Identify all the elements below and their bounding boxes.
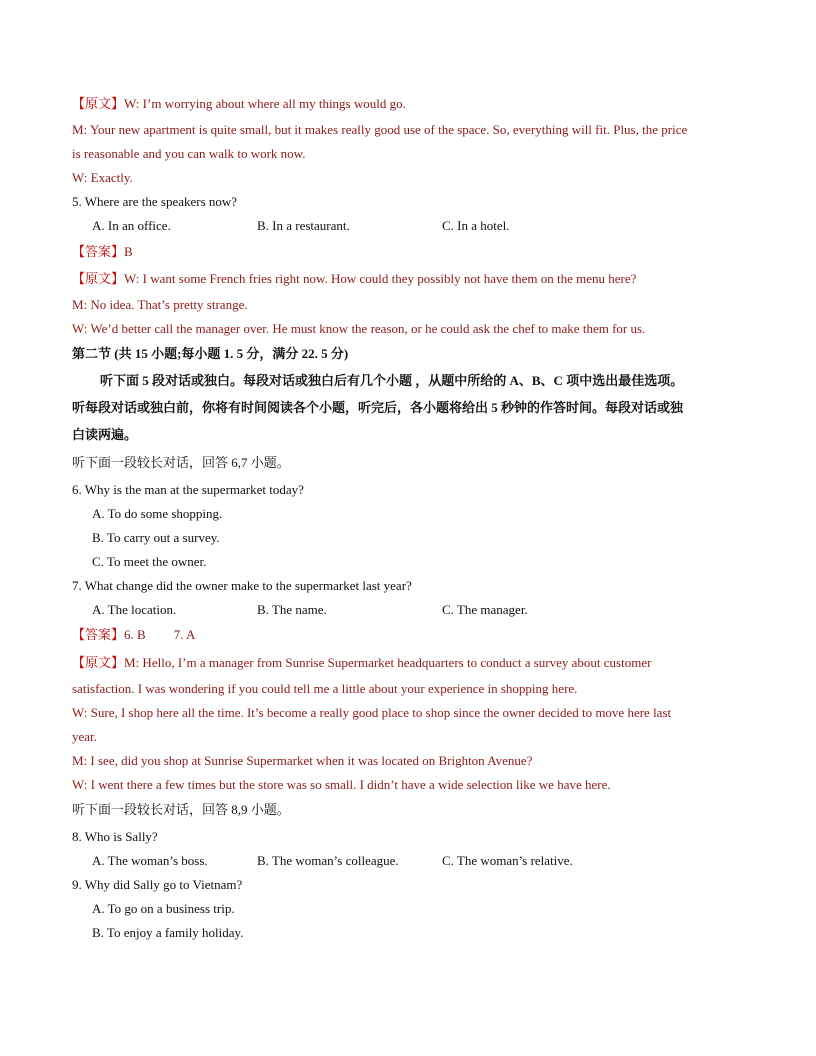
q7-option-c: C. The manager. xyxy=(442,602,528,617)
question-6: 6. Why is the man at the supermarket today? xyxy=(72,482,304,497)
instructions-line: 听下面 5 段对话或独白。每段对话或独白后有几个小题 ，从题中所给的 A、B、C 项中选出最佳选项。 xyxy=(100,373,684,388)
question-8: 8. Who is Sally? xyxy=(72,829,158,844)
answer-value: 6. B xyxy=(124,627,146,642)
transcript-line: W: We’d better call the manager over. He must know the reason, or he could ask the chef to make them for us. xyxy=(72,321,646,336)
transcript-line xyxy=(72,655,651,671)
q5-option-a: A. In an office. xyxy=(92,218,171,233)
instructions-line: 白读两遍。 xyxy=(72,427,138,442)
answer-tag: 【答案】 xyxy=(72,627,125,642)
q5-option-b: B. In a restaurant. xyxy=(257,218,350,233)
answer-value: B xyxy=(124,244,133,259)
transcript-line: year. xyxy=(72,729,97,744)
q9-option-b: B. To enjoy a family holiday. xyxy=(92,925,244,940)
section-heading: 第二节 (共 15 小题;每小题 1. 5 分，满分 22. 5 分) xyxy=(72,346,349,361)
q8-option-a: A. The woman’s boss. xyxy=(92,853,208,868)
q6-option-b: B. To carry out a survey. xyxy=(92,530,220,545)
transcript-tag: 【原文】 xyxy=(72,655,125,670)
answer-value: 7. A xyxy=(173,627,196,642)
question-5: 5. Where are the speakers now? xyxy=(72,194,238,209)
q6-option-a: A. To do some shopping. xyxy=(92,506,223,521)
transcript-line: M: I see, did you shop at Sunrise Supermarket when it was located on Brighton Avenue? xyxy=(72,753,533,768)
transcript-line: M: No idea. That’s pretty strange. xyxy=(72,297,248,312)
listening-lead: 听下面一段较长对话，回答 8,9 小题。 xyxy=(72,802,290,817)
answer-line xyxy=(72,244,133,260)
q7-option-b: B. The name. xyxy=(257,602,327,617)
listening-lead: 听下面一段较长对话，回答 6,7 小题。 xyxy=(72,455,290,470)
transcript-line: satisfaction. I was wondering if you could tell me a little about your experience in shopping here. xyxy=(72,681,578,696)
transcript-line: is reasonable and you can walk to work now. xyxy=(72,146,306,161)
transcript-line xyxy=(72,271,636,287)
transcript-tag: 【原文】 xyxy=(72,96,125,111)
transcript-text: M: Hello, I’m a manager from Sunrise Supermarket headquarters to conduct a survey about customer xyxy=(124,655,652,670)
transcript-line: W: Exactly. xyxy=(72,170,133,185)
transcript-line: W: Sure, I shop here all the time. It’s become a really good place to shop since the owner decided to move here last xyxy=(72,705,672,720)
q5-option-c: C. In a hotel. xyxy=(442,218,510,233)
q7-option-a: A. The location. xyxy=(92,602,177,617)
q6-option-c: C. To meet the owner. xyxy=(92,554,207,569)
instructions-line: 听每段对话或独白前，你将有时间阅读各个小题，听完后，各小题将给出 5 秒钟的作答时间。每段对话或独 xyxy=(72,400,684,415)
answer-tag: 【答案】 xyxy=(72,244,125,259)
question-7: 7. What change did the owner make to the supermarket last year? xyxy=(72,578,412,593)
question-9: 9. Why did Sally go to Vietnam? xyxy=(72,877,243,892)
transcript-text: W: I’m worrying about where all my things would go. xyxy=(124,96,406,111)
q8-option-c: C. The woman’s relative. xyxy=(442,853,573,868)
q9-option-a: A. To go on a business trip. xyxy=(92,901,235,916)
q8-option-b: B. The woman’s colleague. xyxy=(257,853,399,868)
transcript-text: W: I want some French fries right now. How could they possibly not have them on the menu here? xyxy=(124,271,637,286)
transcript-tag: 【原文】 xyxy=(72,271,125,286)
transcript-line xyxy=(72,96,406,112)
answer-line xyxy=(72,627,195,643)
transcript-line: W: I went there a few times but the store was so small. I didn’t have a wide selection like we have here. xyxy=(72,777,611,792)
transcript-line: M: Your new apartment is quite small, but it makes really good use of the space. So, everything will fit. Plus, the price xyxy=(72,122,688,137)
